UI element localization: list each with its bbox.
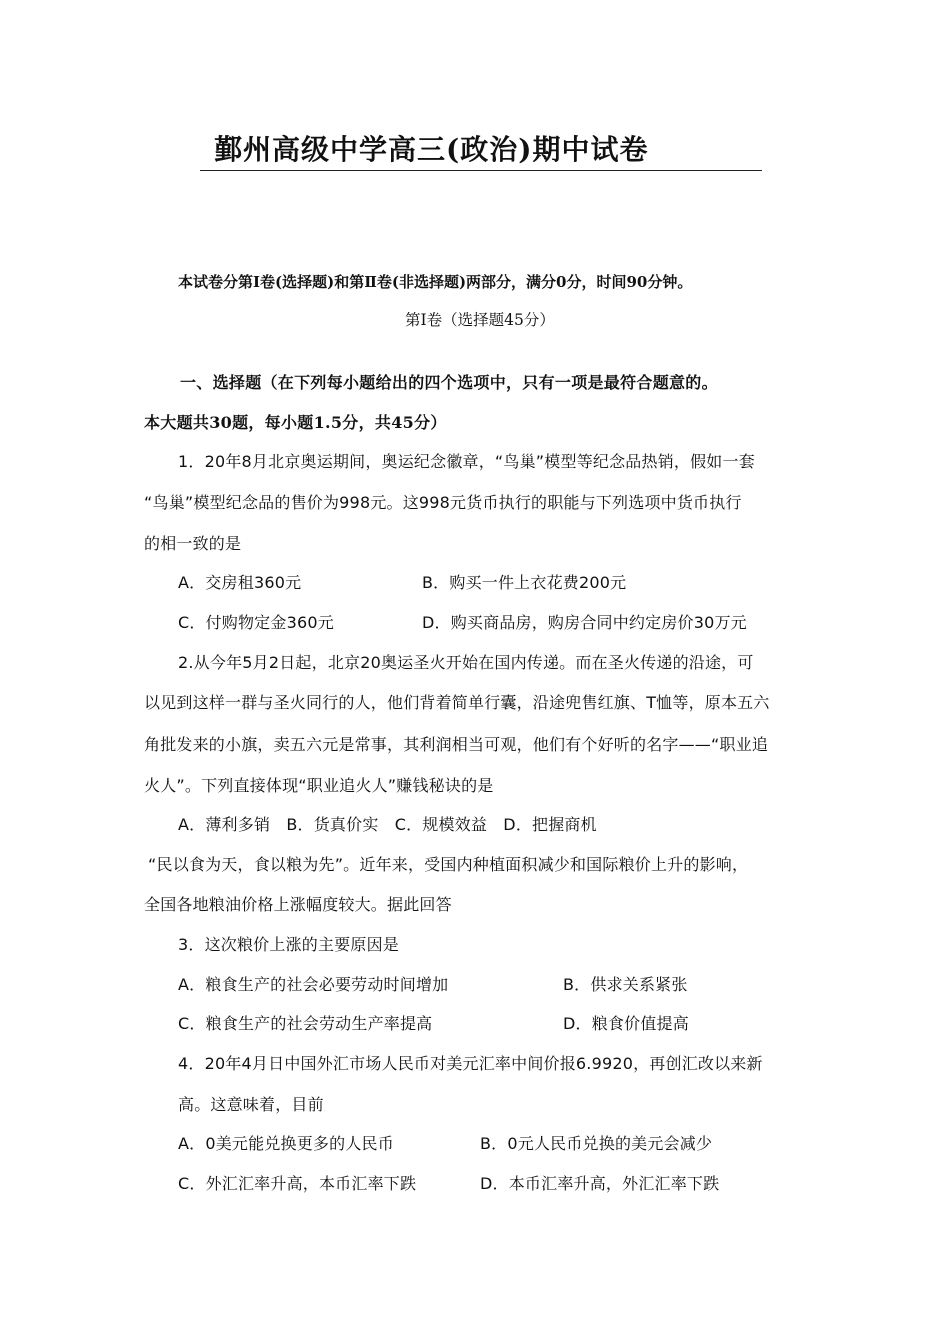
title-underline [200, 170, 762, 171]
q4-stem-line2: 高。这意味着，目前 [178, 1095, 324, 1114]
q4-option-b: B．0元人民币兑换的美元会减少 [480, 1134, 713, 1153]
q1-option-c: C．付购物定金360元 [178, 613, 334, 632]
q2-options: A．薄利多销 B．货真价实 C．规模效益 D．把握商机 [178, 815, 597, 834]
q1-option-a: A．交房租360元 [178, 573, 302, 592]
q2-stem-line1: 2.从今年5月2日起，北京20奥运圣火开始在国内传递。而在圣火传递的沿途，可 [178, 653, 754, 672]
q1-option-d: D．购买商品房，购房合同中约定房价30万元 [422, 613, 747, 632]
part-one-title: 第Ⅰ卷（选择题45分） [405, 311, 555, 329]
q2-stem-line3: 角批发来的小旗，卖五六元是常事，其利润相当可观，他们有个好听的名字——“职业追 [144, 735, 769, 754]
q4-option-d: D．本币汇率升高，外汇汇率下跌 [480, 1174, 720, 1193]
q3-option-a: A．粮食生产的社会必要劳动时间增加 [178, 975, 449, 994]
passage-line2: 全国各地粮油价格上涨幅度较大。据此回答 [144, 895, 452, 914]
passage-line1: “民以食为天，食以粮为先”。近年来，受国内种植面积减少和国际粮价上升的影响， [148, 855, 749, 874]
q1-stem-line1: 1．20年8月北京奥运期间，奥运纪念徽章，“鸟巢”模型等纪念品热销，假如一套 [178, 452, 755, 471]
q2-stem-line2: 以见到这样一群与圣火同行的人，他们背着简单行囊，沿途兜售红旗、T恤等，原本五六 [144, 693, 770, 712]
q2-stem-line4: 火人”。下列直接体现“职业追火人”赚钱秘诀的是 [144, 776, 494, 795]
section-heading-line1: 一、选择题（在下列每小题给出的四个选项中，只有一项是最符合题意的。 [180, 373, 718, 392]
q1-stem-line2: “鸟巢”模型纪念品的售价为998元。这998元货币执行的职能与下列选项中货币执行 [144, 493, 742, 512]
section-heading-line2: 本大题共30题，每小题1.5分，共45分） [144, 413, 447, 432]
q4-stem-line1: 4．20年4月日中国外汇市场人民币对美元汇率中间价报6.9920，再创汇改以来新 [178, 1054, 763, 1073]
q3-option-d: D．粮食价值提高 [563, 1014, 689, 1033]
q4-option-c: C．外汇汇率升高，本币汇率下跌 [178, 1174, 417, 1193]
exam-intro: 本试卷分第Ⅰ卷(选择题)和第Ⅱ卷(非选择题)两部分，满分0分，时间90分钟。 [178, 273, 693, 291]
q3-stem: 3．这次粮价上涨的主要原因是 [178, 935, 399, 954]
q1-option-b: B．购买一件上衣花费200元 [422, 573, 627, 592]
q4-option-a: A．0美元能兑换更多的人民币 [178, 1134, 394, 1153]
q3-option-c: C．粮食生产的社会劳动生产率提高 [178, 1014, 433, 1033]
page-title: 鄞州高级中学高三(政治)期中试卷 [214, 133, 649, 166]
q1-stem-line3: 的相一致的是 [144, 534, 242, 553]
q3-option-b: B．供求关系紧张 [563, 975, 688, 994]
